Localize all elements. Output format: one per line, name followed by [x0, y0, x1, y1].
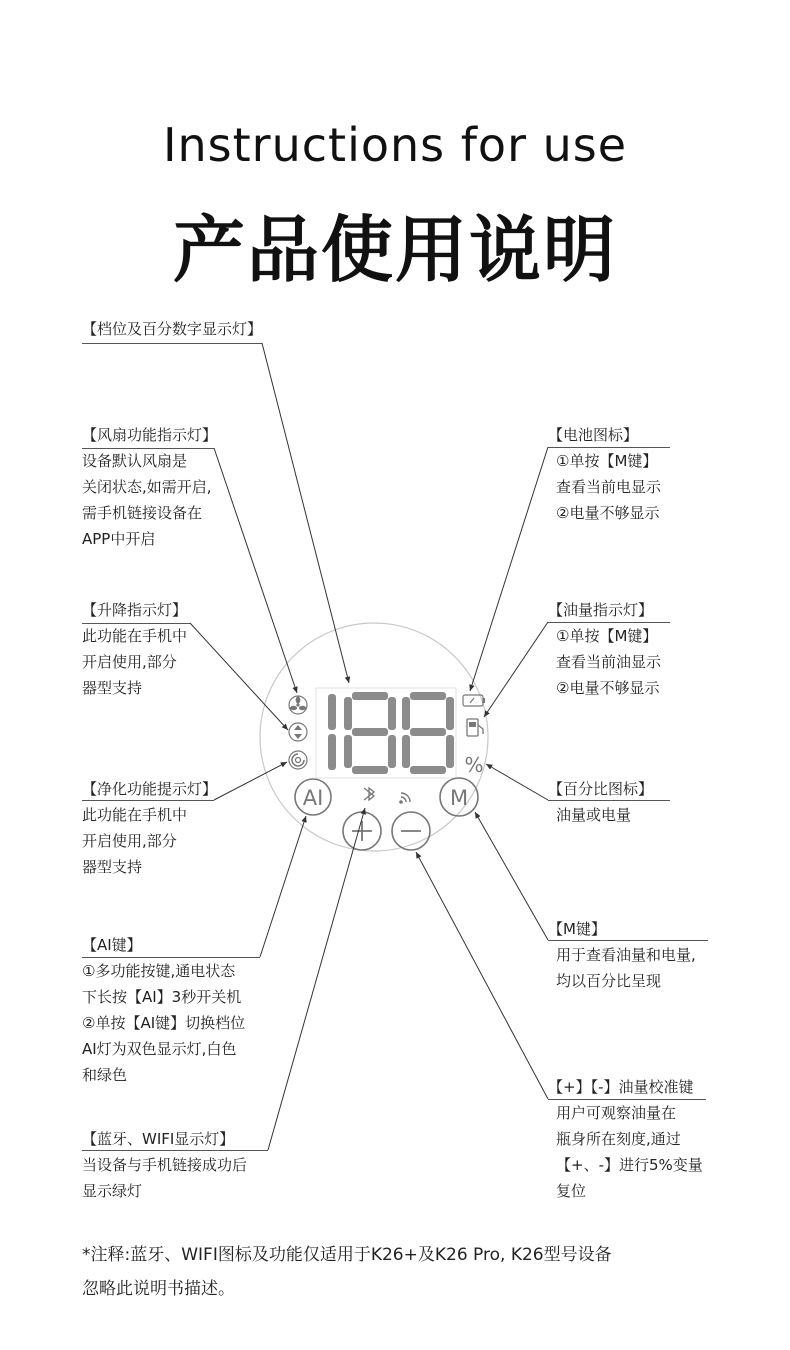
annotation-plus-minus-body: 用户可观察油量在 瓶身所在刻度,通过 【+、-】进行5%变量 复位 — [556, 1104, 703, 1200]
purify-icon — [289, 751, 307, 769]
annotation-ai-key-body: ①多功能按键,通电状态 下长按【AI】3秒开关机 ②单按【AI键】切换档位 AI灯为双色显示灯,白色 和绿色 — [82, 962, 246, 1084]
annotation-ai-key-head: 【AI键】 — [82, 936, 142, 954]
title-english: Instructions for use — [162, 118, 628, 172]
annotation-battery-head: 【电池图标】 — [548, 426, 639, 444]
bluetooth-icon — [364, 788, 374, 800]
annotation-percent-icon-head: 【百分比图标】 — [548, 780, 654, 798]
annotation-m-key-head: 【M键】 — [548, 920, 606, 938]
wifi-icon — [399, 793, 410, 804]
leader-lines — [190, 343, 548, 1150]
m-button-label: M — [449, 786, 469, 810]
annotation-fan-head: 【风扇功能指示灯】 — [82, 426, 218, 444]
title-chinese: 产品使用说明 — [172, 208, 617, 292]
percent-icon: % — [464, 753, 484, 777]
annotation-bt-wifi-head: 【蓝牙、WIFI显示灯】 — [82, 1130, 235, 1148]
annotation-battery-body: ①单按【M键】 查看当前电显示 ②电量不够显示 — [556, 452, 662, 522]
annotation-purify-head: 【净化功能提示灯】 — [82, 780, 218, 798]
annotation-percent-icon-body: 油量或电量 — [556, 806, 632, 824]
annotation-fuel-head: 【油量指示灯】 — [548, 601, 654, 619]
ai-button-label: AI — [302, 786, 324, 810]
annotation-lift-body: 此功能在手机中 开启使用,部分 器型支持 — [82, 627, 188, 697]
lift-icon — [289, 723, 307, 741]
annotation-m-key-body: 用于查看油量和电量, 均以百分比呈现 — [556, 946, 696, 990]
digit-display — [328, 692, 454, 774]
fuel-icon — [467, 719, 483, 736]
annotation-plus-minus-head: 【+】【-】油量校准键 — [548, 1078, 694, 1096]
annotation-bt-wifi-body: 当设备与手机链接成功后 显示绿灯 — [82, 1156, 248, 1200]
annotation-gear-display-head: 【档位及百分数字显示灯】 — [82, 320, 263, 338]
annotation-lift-head: 【升降指示灯】 — [82, 601, 188, 619]
annotation-purify-body: 此功能在手机中 开启使用,部分 器型支持 — [82, 806, 188, 876]
annotation-fan-body: 设备默认风扇是 关闭状态,如需开启, 需手机链接设备在 APP中开启 — [82, 452, 212, 548]
m-button[interactable] — [440, 778, 478, 816]
annotation-fuel-body: ①单按【M键】 查看当前油显示 ②电量不够显示 — [556, 627, 662, 697]
footnote: *注释:蓝牙、WIFI图标及功能仅适用于K26+及K26 Pro, K26型号设备 忽略此说明书描述。 — [82, 1245, 612, 1299]
ai-button[interactable] — [295, 779, 331, 815]
fan-icon — [289, 696, 307, 714]
